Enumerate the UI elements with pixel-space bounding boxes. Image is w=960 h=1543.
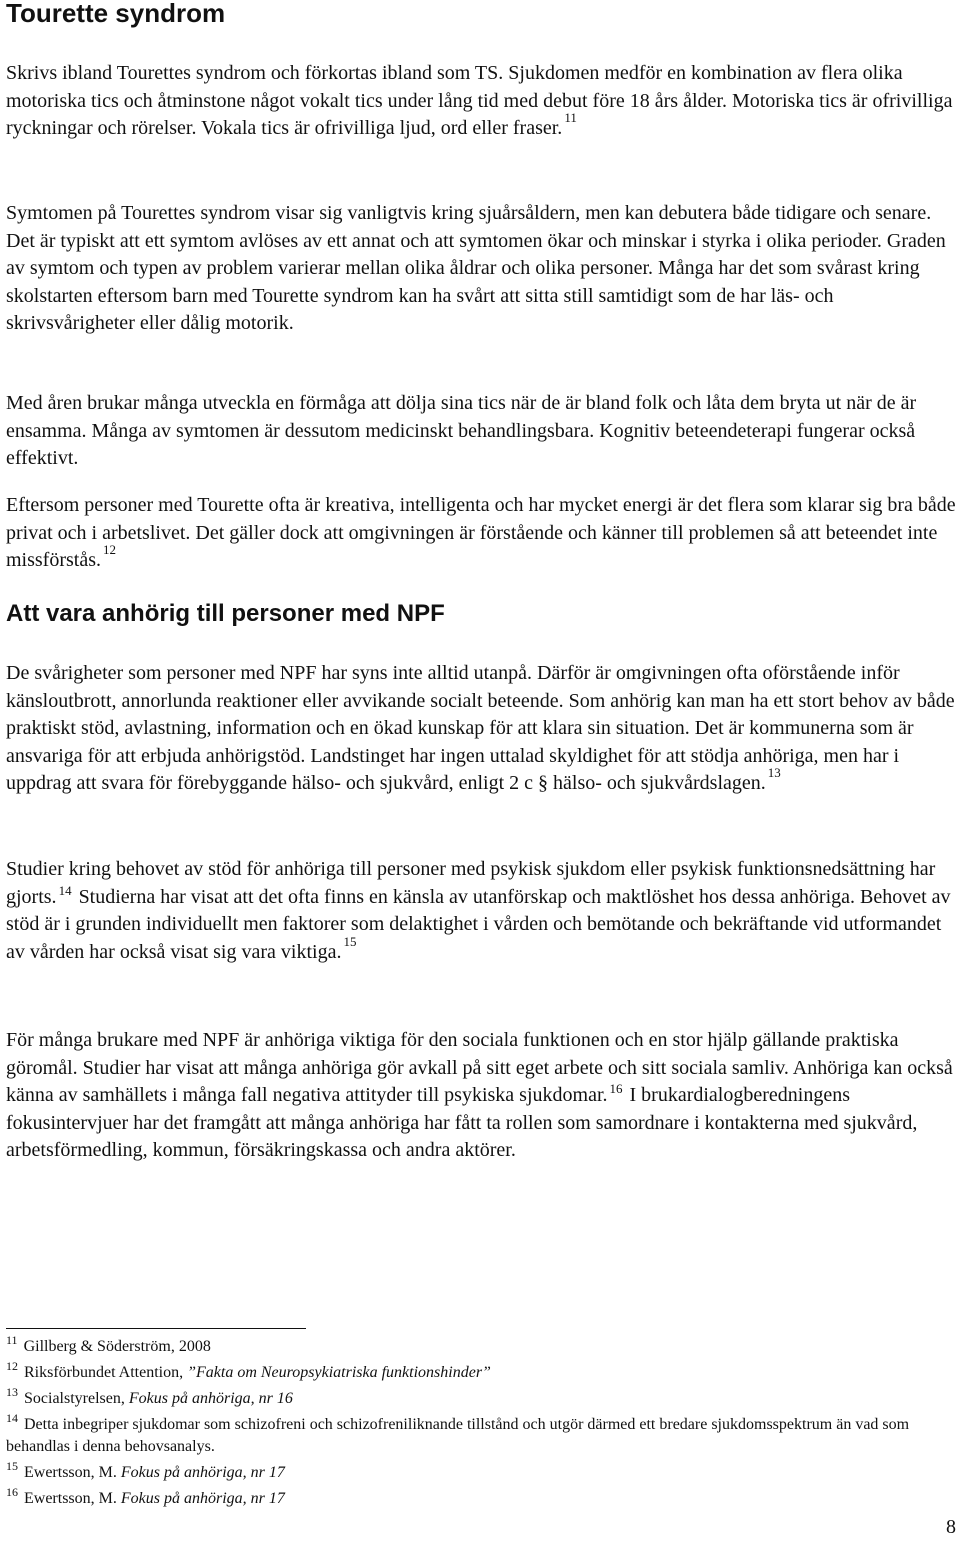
paragraph-ts-definition: [6, 60, 956, 143]
footnote-16: $^{16}$ Ewertsson, M. Fokus på anhöriga, nr 17: [6, 1485, 285, 1507]
footnote-ref: 16: [609, 1081, 623, 1096]
footnote-ref: 14: [58, 882, 72, 898]
paragraph-creativity: [6, 492, 956, 575]
page-title: Tourette syndrom: [6, 0, 226, 28]
footnote-11: $^{11}$ Gillberg & Söderström, 2008: [6, 1333, 211, 1355]
page-number: 8: [946, 1516, 956, 1538]
section-heading: Att vara anhörig till personer med NPF: [6, 600, 445, 627]
paragraph-text: Eftersom personer med Tourette ofta är kreativa, intelligenta och har mycket energi är det flera som klarar sig bra både privat och i arbetslivet. Det gäller dock att omgivningen är förstående och känner till problemen så att beteendet inte missförstås.: [6, 494, 956, 571]
footnote-ref: 15: [343, 933, 357, 949]
footnote-15: $^{15}$ Ewertsson, M. Fokus på anhöriga, nr 17: [6, 1459, 285, 1481]
paragraph-npf-users: [6, 1027, 956, 1165]
footnote-14: $^{14}$ Detta inbegriper sjukdomar som schizofreni och schizofreniliknande tillstånd och utgör därmed ett bredare sjukdomsspektrum än vad som behandlas i denna behovsanalys.: [6, 1411, 910, 1455]
footnote-ref: 13: [767, 765, 781, 781]
footnotes: [6, 1333, 946, 1514]
paragraph-hiding-tics: Med åren brukar många utveckla en förmåga att dölja sina tics när de är bland folk och låta dem bryta ut när de är ensamma. Många av symtomen är dessutom medicinskt behandlingsbara. Kognitiv beteendeterapi fungerar också effektivt.: [6, 392, 917, 469]
paragraph-text: Studierna har visat att det ofta finns en känsla av utanförskap och maktlöshet hos dessa anhöriga. Behovet av stöd är i grunden individuellt men faktorer som delaktighet i vården och bemötande och bekräftande vid utformandet av vården har också visat sig vara viktiga.: [6, 885, 951, 963]
footnote-ref: 11: [564, 110, 577, 126]
paragraph-text: Studier kring behovet av stöd för anhöriga till personer med psykisk sjukdom eller psykisk funktionsnedsättning har gjorts.: [6, 858, 936, 908]
footnote-ref: 12: [103, 542, 116, 558]
paragraph-text: För många brukare med NPF är anhöriga viktiga för den sociala funktionen och en stor hjälp gällande praktiska göromål. Studier har visat att många anhöriga gör avkall på sitt eget arbete och sitt sociala samliv. Anhöriga kan också känna av samhällets i många fall negativa attityder till psykiska sjukdomar.: [6, 1029, 953, 1106]
paragraph-studies: [6, 856, 956, 966]
paragraph-text: I brukardialogberedningens fokusintervjuer har det framgått att många anhöriga har fått ta rollen som samordnare i kontakterna med sjukvård, arbetsförmedling, kommun, försäkringskassa och andra aktörer.: [6, 1084, 918, 1161]
footnote-12: $^{12}$ Riksförbundet Attention, ”Fakta om Neuropsykiatriska funktionshinder”: [6, 1359, 491, 1381]
paragraph-text: De svårigheter som personer med NPF har syns inte alltid utanpå. Därför är omgivningen ofta oförstående inför känsloutbrott, annorlunda reaktioner eller avvikande socialt beteende. Som anhörig kan man ha ett stort behov av både praktiskt stöd, avlastning, information och en ökad kunskap för att klara sin situation. Det är kommunerna som är ansvariga för att erbjuda anhörigstöd. Landstinget har ingen uttalad skyldighet för att stödja anhöriga, men har i uppdrag att svara för förebyggande hälso- och sjukvård, enligt 2 c § hälso- och sjukvårdslagen.: [6, 662, 955, 794]
paragraph-symptoms: Symtomen på Tourettes syndrom visar sig vanligtvis kring sjuårsåldern, men kan debutera både tidigare och senare. Det är typiskt att ett symtom avlöses av ett annat och att symtomen ökar och minskar i styrka i olika perioder. Graden av symtom och typen av problem varierar mellan olika åldrar och olika personer. Många har det som svårast kring skolstarten eftersom barn med Tourette syndrom kan ha svårt att sitta still samtidigt som de har läs- och skrivsvårigheter eller dålig motorik.: [6, 202, 946, 334]
paragraph-text: Skrivs ibland Tourettes syndrom och förkortas ibland som TS. Sjukdomen medför en kombination av flera olika motoriska tics och åtminstone något vokalt tics under lång tid med debut före 18 års ålder. Motoriska tics är ofrivilliga ryckningar och rörelser. Vokala tics är ofrivilliga ljud, ord eller fraser.: [6, 62, 953, 139]
footnote-13: $^{13}$ Socialstyrelsen, Fokus på anhöriga, nr 16: [6, 1385, 293, 1407]
paragraph-relatives-support: [6, 660, 956, 798]
footnote-divider: [6, 1328, 306, 1329]
